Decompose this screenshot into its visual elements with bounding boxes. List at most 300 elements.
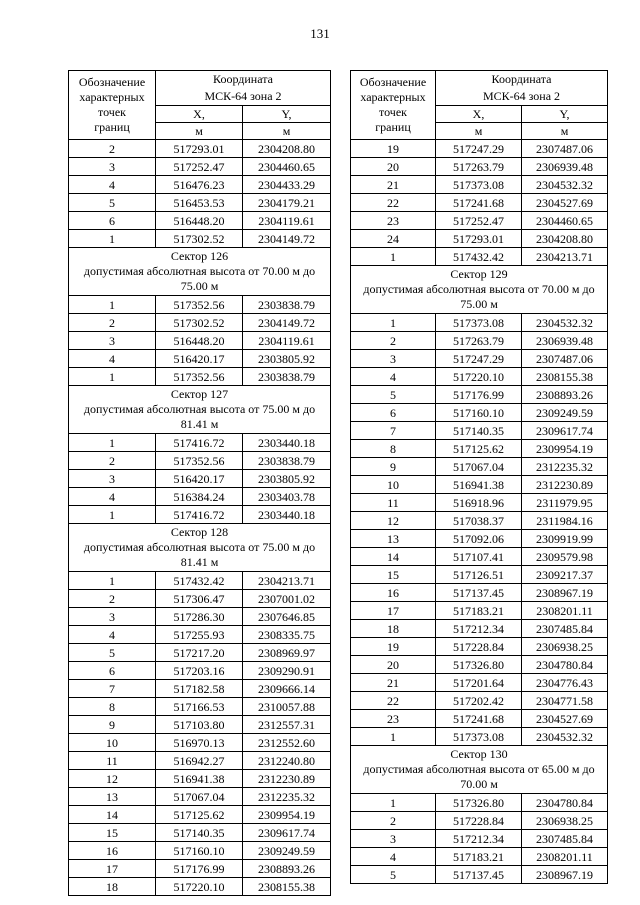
point-designation-word: границ (375, 120, 411, 134)
table-row (351, 176, 608, 194)
table-row (351, 656, 608, 674)
x-coordinate: 517212.34 (436, 620, 522, 638)
y-coordinate: 2312557.31 (243, 716, 331, 734)
table-row (351, 158, 608, 176)
table-row (69, 860, 331, 878)
point-number: 4 (69, 350, 156, 368)
point-designation-word: Обозначение (78, 75, 146, 89)
x-coordinate: 517160.10 (156, 842, 243, 860)
table-row (69, 332, 331, 350)
table-row (69, 194, 331, 212)
x-header: X, (156, 106, 243, 123)
x-coordinate: 517166.53 (156, 698, 243, 716)
table-row (351, 710, 608, 728)
y-coordinate: 2303403.78 (243, 488, 331, 506)
table-row (351, 692, 608, 710)
y-coordinate: 2306939.48 (522, 332, 608, 350)
x-coordinate: 516941.38 (156, 770, 243, 788)
x-unit: м (436, 123, 522, 140)
table-row (351, 512, 608, 530)
table-row (351, 386, 608, 404)
sector-title: Сектор 127 (170, 387, 229, 401)
point-number: 5 (351, 386, 436, 404)
table-row (69, 452, 331, 470)
table-row (351, 458, 608, 476)
table-row (351, 530, 608, 548)
y-coordinate: 2304771.58 (522, 692, 608, 710)
point-number: 1 (351, 728, 436, 746)
coordinate-title: Координата (213, 72, 273, 86)
y-coordinate: 2312235.32 (522, 458, 608, 476)
coordinate-header (156, 71, 331, 106)
x-coordinate: 517220.10 (156, 878, 243, 896)
y-coordinate: 2304213.71 (243, 572, 331, 590)
y-coordinate: 2309217.37 (522, 566, 608, 584)
table-row (69, 506, 331, 524)
table-row (351, 422, 608, 440)
y-coordinate: 2312230.89 (243, 770, 331, 788)
sector-cell (69, 386, 331, 434)
x-coordinate: 517228.84 (436, 638, 522, 656)
table-row (351, 812, 608, 830)
point-number: 1 (69, 230, 156, 248)
point-number: 9 (351, 458, 436, 476)
x-coordinate: 517176.99 (436, 386, 522, 404)
x-coordinate: 517241.68 (436, 194, 522, 212)
table-row (69, 770, 331, 788)
y-coordinate: 2304527.69 (522, 710, 608, 728)
point-number: 8 (69, 698, 156, 716)
x-header: X, (436, 106, 522, 123)
table-row (69, 590, 331, 608)
point-designation-word: характерных (79, 90, 145, 104)
table-row (351, 830, 608, 848)
y-coordinate: 2309954.19 (522, 440, 608, 458)
x-coordinate: 516384.24 (156, 488, 243, 506)
x-coordinate: 517352.56 (156, 368, 243, 386)
page-number: 131 (310, 26, 330, 41)
y-coordinate: 2304532.32 (522, 728, 608, 746)
point-number: 10 (351, 476, 436, 494)
y-coordinate: 2304119.61 (243, 212, 331, 230)
x-coordinate: 517092.06 (436, 530, 522, 548)
y-coordinate: 2304149.72 (243, 314, 331, 332)
table-row (69, 788, 331, 806)
table-row (351, 314, 608, 332)
point-number: 6 (69, 662, 156, 680)
point-number: 3 (69, 608, 156, 626)
x-coordinate: 517203.16 (156, 662, 243, 680)
y-coordinate: 2307487.06 (522, 140, 608, 158)
y-coordinate: 2308335.75 (243, 626, 331, 644)
x-coordinate: 517247.29 (436, 140, 522, 158)
point-number: 15 (351, 566, 436, 584)
x-coordinate: 517252.47 (436, 212, 522, 230)
point-number: 3 (69, 332, 156, 350)
y-coordinate: 2307485.84 (522, 830, 608, 848)
table-row (69, 680, 331, 698)
table-row (351, 332, 608, 350)
table-row (69, 176, 331, 194)
y-coordinate: 2309579.98 (522, 548, 608, 566)
table-row (69, 230, 331, 248)
table-row (351, 350, 608, 368)
point-number: 1 (351, 794, 436, 812)
point-number: 22 (351, 692, 436, 710)
table-row (351, 476, 608, 494)
x-coordinate: 517217.20 (156, 644, 243, 662)
y-coordinate: 2306938.25 (522, 638, 608, 656)
x-coordinate: 517286.30 (156, 608, 243, 626)
point-number: 5 (351, 866, 436, 884)
point-number: 7 (351, 422, 436, 440)
point-number: 14 (351, 548, 436, 566)
point-number: 20 (351, 158, 436, 176)
x-coordinate: 517228.84 (436, 812, 522, 830)
x-coordinate: 517373.08 (436, 176, 522, 194)
point-number: 4 (351, 368, 436, 386)
x-coordinate: 517241.68 (436, 710, 522, 728)
header-row (351, 71, 608, 106)
coordinate-header (436, 71, 608, 106)
x-coordinate: 517107.41 (436, 548, 522, 566)
point-number: 14 (69, 806, 156, 824)
table-row (351, 848, 608, 866)
table-row (69, 434, 331, 452)
table-row (69, 842, 331, 860)
point-number: 4 (69, 626, 156, 644)
y-coordinate: 2304208.80 (243, 140, 331, 158)
x-coordinate: 517067.04 (156, 788, 243, 806)
x-coordinate: 517326.80 (436, 656, 522, 674)
coordinates-table-left (68, 70, 331, 896)
y-coordinate: 2309666.14 (243, 680, 331, 698)
table-row (351, 620, 608, 638)
table-body-right (351, 71, 608, 884)
x-coordinate: 517183.21 (436, 602, 522, 620)
x-coordinate: 517126.51 (436, 566, 522, 584)
point-number: 4 (69, 488, 156, 506)
point-number: 3 (351, 830, 436, 848)
y-coordinate: 2304119.61 (243, 332, 331, 350)
sector-cell (69, 248, 331, 296)
sector-height-range: допустимая абсолютная высота от 70.00 м до 75.00 м (83, 264, 316, 293)
x-coordinate: 517352.56 (156, 296, 243, 314)
y-coordinate: 2304460.65 (522, 212, 608, 230)
table-row (69, 572, 331, 590)
x-coordinate: 517255.93 (156, 626, 243, 644)
y-coordinate: 2309249.59 (522, 404, 608, 422)
y-coordinate: 2308155.38 (243, 878, 331, 896)
y-coordinate: 2309617.74 (243, 824, 331, 842)
point-number: 1 (351, 314, 436, 332)
y-coordinate: 2303805.92 (243, 470, 331, 488)
y-coordinate: 2308201.11 (522, 602, 608, 620)
y-coordinate: 2304208.80 (522, 230, 608, 248)
x-coordinate: 516453.53 (156, 194, 243, 212)
point-number: 2 (69, 140, 156, 158)
sector-height-range: допустимая абсолютная высота от 70.00 м до 75.00 м (363, 282, 595, 311)
point-number: 21 (351, 674, 436, 692)
table-row (69, 158, 331, 176)
table-row (69, 470, 331, 488)
y-coordinate: 2310057.88 (243, 698, 331, 716)
point-number: 6 (351, 404, 436, 422)
table-row (351, 548, 608, 566)
y-coordinate: 2307487.06 (522, 350, 608, 368)
x-coordinate: 517326.80 (436, 794, 522, 812)
table-row (69, 626, 331, 644)
y-coordinate: 2306939.48 (522, 158, 608, 176)
point-number: 21 (351, 176, 436, 194)
table-row (69, 314, 331, 332)
point-number: 24 (351, 230, 436, 248)
table-row (69, 752, 331, 770)
point-number: 2 (69, 314, 156, 332)
table-row (69, 878, 331, 896)
y-coordinate: 2304776.43 (522, 674, 608, 692)
point-number: 15 (69, 824, 156, 842)
x-coordinate: 516476.23 (156, 176, 243, 194)
y-coordinate: 2304460.65 (243, 158, 331, 176)
y-coordinate: 2307646.85 (243, 608, 331, 626)
y-coordinate: 2309290.91 (243, 662, 331, 680)
point-number: 1 (69, 296, 156, 314)
point-number: 19 (351, 140, 436, 158)
y-coordinate: 2304532.32 (522, 314, 608, 332)
point-number: 5 (69, 644, 156, 662)
x-coordinate: 517038.37 (436, 512, 522, 530)
y-coordinate: 2306938.25 (522, 812, 608, 830)
sector-title: Сектор 129 (450, 267, 508, 281)
point-number: 8 (351, 440, 436, 458)
point-number: 2 (351, 812, 436, 830)
point-number: 12 (351, 512, 436, 530)
table-row (69, 644, 331, 662)
point-number: 2 (69, 590, 156, 608)
point-number: 4 (351, 848, 436, 866)
table-row (351, 194, 608, 212)
sector-row (69, 524, 331, 572)
point-number: 1 (351, 248, 436, 266)
coordinate-title: Координата (491, 72, 552, 86)
point-designation-header (69, 71, 156, 140)
y-coordinate: 2303838.79 (243, 368, 331, 386)
y-coordinate: 2307001.02 (243, 590, 331, 608)
x-coordinate: 517137.45 (436, 866, 522, 884)
x-coordinate: 517125.62 (436, 440, 522, 458)
y-header: Y, (243, 106, 331, 123)
y-unit: м (522, 123, 608, 140)
x-coordinate: 517293.01 (156, 140, 243, 158)
x-coordinate: 517293.01 (436, 230, 522, 248)
x-coordinate: 517373.08 (436, 314, 522, 332)
y-coordinate: 2304179.21 (243, 194, 331, 212)
sector-cell (351, 746, 608, 794)
table-row (69, 296, 331, 314)
x-coordinate: 517432.42 (156, 572, 243, 590)
x-coordinate: 516420.17 (156, 350, 243, 368)
point-designation-word: характерных (360, 90, 426, 104)
table-row (69, 140, 331, 158)
point-designation-word: Обозначение (359, 75, 427, 89)
table-row (69, 824, 331, 842)
point-number: 19 (351, 638, 436, 656)
point-number: 23 (351, 710, 436, 728)
x-coordinate: 517252.47 (156, 158, 243, 176)
x-coordinate: 516448.20 (156, 212, 243, 230)
x-coordinate: 517202.42 (436, 692, 522, 710)
sector-height-range: допустимая абсолютная высота от 75.00 м до 81.41 м (83, 402, 316, 431)
x-coordinate: 516420.17 (156, 470, 243, 488)
table-row (351, 584, 608, 602)
point-number: 1 (69, 506, 156, 524)
sector-title: Сектор 128 (170, 525, 229, 539)
table-row (351, 140, 608, 158)
point-number: 13 (69, 788, 156, 806)
sector-row (69, 386, 331, 434)
sector-cell (351, 266, 608, 314)
point-number: 1 (69, 572, 156, 590)
y-coordinate: 2304780.84 (522, 656, 608, 674)
table-row (69, 212, 331, 230)
table-row (351, 794, 608, 812)
x-coordinate: 517201.64 (436, 674, 522, 692)
table-row (351, 866, 608, 884)
point-number: 23 (351, 212, 436, 230)
point-number: 7 (69, 680, 156, 698)
y-coordinate: 2308893.26 (522, 386, 608, 404)
table-row (351, 212, 608, 230)
table-row (69, 662, 331, 680)
point-number: 4 (69, 176, 156, 194)
x-coordinate: 517416.72 (156, 506, 243, 524)
x-unit: м (156, 123, 243, 140)
header-row (69, 71, 331, 106)
point-number: 17 (351, 602, 436, 620)
y-coordinate: 2307485.84 (522, 620, 608, 638)
point-number: 3 (69, 158, 156, 176)
point-number: 18 (351, 620, 436, 638)
x-coordinate: 517125.62 (156, 806, 243, 824)
sector-row (351, 266, 608, 314)
table-row (351, 602, 608, 620)
x-coordinate: 517220.10 (436, 368, 522, 386)
x-coordinate: 517263.79 (436, 332, 522, 350)
y-coordinate: 2303805.92 (243, 350, 331, 368)
point-designation-header (351, 71, 436, 140)
coordinate-system: МСК-64 зона 2 (482, 89, 561, 103)
table-row (69, 716, 331, 734)
x-coordinate: 517247.29 (436, 350, 522, 368)
y-coordinate: 2308969.97 (243, 644, 331, 662)
x-coordinate: 517263.79 (436, 158, 522, 176)
y-coordinate: 2303838.79 (243, 296, 331, 314)
y-coordinate: 2303440.18 (243, 434, 331, 452)
point-designation-word: границ (94, 120, 130, 134)
x-coordinate: 517160.10 (436, 404, 522, 422)
sector-cell (69, 524, 331, 572)
point-number: 9 (69, 716, 156, 734)
x-coordinate: 517103.80 (156, 716, 243, 734)
y-coordinate: 2303440.18 (243, 506, 331, 524)
point-number: 18 (69, 878, 156, 896)
point-number: 2 (351, 332, 436, 350)
point-number: 16 (69, 842, 156, 860)
y-coordinate: 2309919.99 (522, 530, 608, 548)
sector-height-range: допустимая абсолютная высота от 75.00 м до 81.41 м (83, 540, 316, 569)
table-row (69, 608, 331, 626)
x-coordinate: 517432.42 (436, 248, 522, 266)
y-coordinate: 2304532.32 (522, 176, 608, 194)
y-coordinate: 2304527.69 (522, 194, 608, 212)
y-coordinate: 2308155.38 (522, 368, 608, 386)
table-row (351, 248, 608, 266)
sector-row (351, 746, 608, 794)
x-coordinate: 516448.20 (156, 332, 243, 350)
x-coordinate: 516918.96 (436, 494, 522, 512)
table-row (69, 368, 331, 386)
point-designation-word: точек (98, 105, 126, 119)
y-coordinate: 2308201.11 (522, 848, 608, 866)
table-row (351, 440, 608, 458)
table-row (351, 230, 608, 248)
point-number: 3 (351, 350, 436, 368)
point-designation-word: точек (379, 105, 407, 119)
table-row (69, 488, 331, 506)
table-row (351, 674, 608, 692)
x-coordinate: 517352.56 (156, 452, 243, 470)
y-coordinate: 2311984.16 (522, 512, 608, 530)
y-coordinate: 2312552.60 (243, 734, 331, 752)
x-coordinate: 517067.04 (436, 458, 522, 476)
table-row (69, 734, 331, 752)
x-coordinate: 517302.52 (156, 314, 243, 332)
y-header: Y, (522, 106, 608, 123)
y-coordinate: 2308967.19 (522, 866, 608, 884)
point-number: 1 (69, 368, 156, 386)
table-row (351, 728, 608, 746)
y-coordinate: 2304149.72 (243, 230, 331, 248)
y-coordinate: 2304780.84 (522, 794, 608, 812)
x-coordinate: 517140.35 (436, 422, 522, 440)
sector-title: Сектор 130 (450, 747, 508, 761)
x-coordinate: 516941.38 (436, 476, 522, 494)
y-coordinate: 2308893.26 (243, 860, 331, 878)
y-coordinate: 2304433.29 (243, 176, 331, 194)
point-number: 11 (69, 752, 156, 770)
point-number: 5 (69, 194, 156, 212)
point-number: 16 (351, 584, 436, 602)
y-coordinate: 2303838.79 (243, 452, 331, 470)
table-row (351, 566, 608, 584)
y-coordinate: 2304213.71 (522, 248, 608, 266)
table-row (351, 404, 608, 422)
x-coordinate: 516970.13 (156, 734, 243, 752)
x-coordinate: 517416.72 (156, 434, 243, 452)
x-coordinate: 517182.58 (156, 680, 243, 698)
y-coordinate: 2311979.95 (522, 494, 608, 512)
x-coordinate: 517212.34 (436, 830, 522, 848)
x-coordinate: 517373.08 (436, 728, 522, 746)
sector-row (69, 248, 331, 296)
y-coordinate: 2309954.19 (243, 806, 331, 824)
table-row (69, 698, 331, 716)
table-row (351, 368, 608, 386)
point-number: 2 (69, 452, 156, 470)
x-coordinate: 517137.45 (436, 584, 522, 602)
sector-height-range: допустимая абсолютная высота от 65.00 м до 70.00 м (363, 762, 595, 791)
